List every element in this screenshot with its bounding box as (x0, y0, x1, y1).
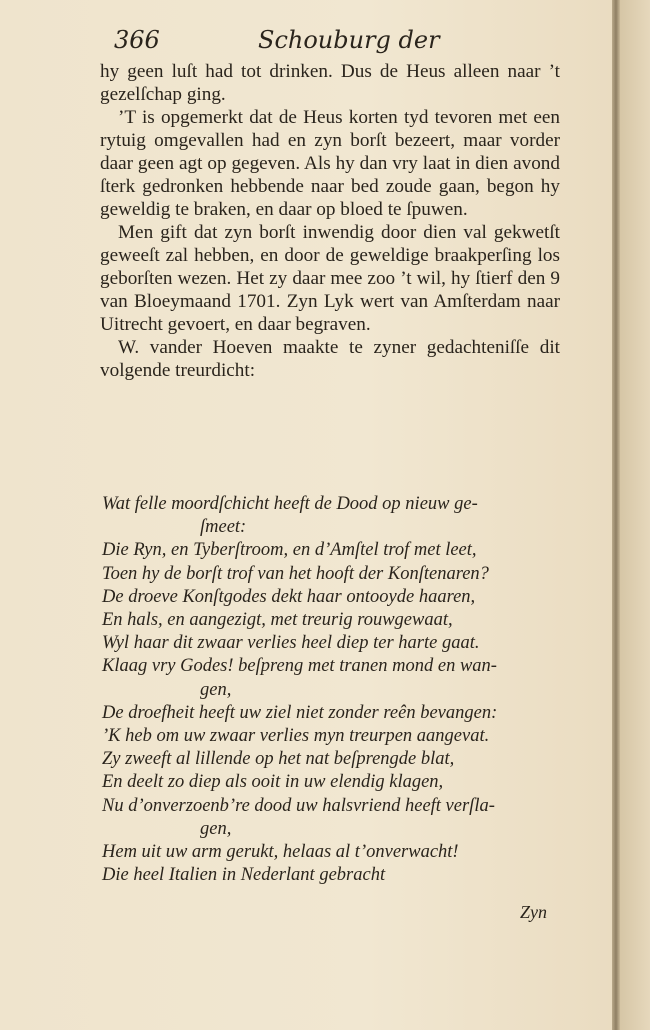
paragraph: Men gift dat zyn borſt inwendig door dien val gekwetſt geweeſt zal hebben, en door de geweldige braakperſing los geborſten wezen. Het zy daar mee zoo ’t wil, hy ſtierf den 9 van Bloeymaand 1701. Zyn Lyk wert van Amſterdam naar Uitrecht gevoert, en daar begraven. (100, 222, 560, 335)
poem-line: De droeve Konſtgodes dekt haar ontooyde haaren, (102, 586, 476, 607)
page-header (100, 26, 560, 60)
poem-line: En hals, en aangezigt, met treurig rouwgewaat, (102, 610, 453, 631)
prose-body (100, 60, 560, 382)
page-number: 366 (114, 26, 160, 54)
paragraph: ’T is opgemerkt dat de Heus korten tyd tevoren met een rytuig omgevallen had en zyn borſt bezeert, maar vorder daar geen agt op gegeven. Als hy dan vry laat in dien avond ſterk gedronken hebbende naar bed zoude gaan, begon hy geweldig te braken, en daar op bloed te ſpuwen. (100, 107, 560, 220)
poem-line: Klaag vry Godes! beſpreng met tranen mond en wan- (102, 656, 497, 677)
catchword: Zyn (520, 902, 547, 922)
poem-line: En deelt zo diep als ooit in uw elendig klagen, (102, 772, 444, 793)
paragraph: hy geen luſt had tot drinken. Dus de Heus alleen naar ’t gezelſchap ging. (100, 61, 560, 105)
facing-page-edge (620, 0, 650, 1030)
poem-line: Zy zweeft al lillende op het nat beſprengde blat, (102, 749, 455, 770)
poem-line: Wyl haar dit zwaar verlies heel diep ter harte gaat. (102, 633, 480, 654)
poem-block (102, 493, 572, 887)
poem-line: gen, (200, 679, 232, 700)
poem-line: ’K heb om uw zwaar verlies myn treurpen aangevat. (102, 726, 490, 747)
poem-line: gen, (200, 818, 232, 839)
running-title: Schouburg der (258, 26, 440, 54)
poem-line: Die heel Italien in Nederlant gebracht (102, 865, 386, 886)
poem-line: ſmeet: (200, 517, 247, 538)
poem-line: Die Ryn, en Tyberſtroom, en d’Amſtel trof met leet, (102, 540, 477, 561)
book-gutter (612, 0, 620, 1030)
poem-line: Hem uit uw arm gerukt, helaas al t’onverwacht! (102, 842, 459, 863)
poem-line: Nu d’onverzoenb’re dood uw halsvriend heeft verſla- (102, 795, 495, 816)
poem-line: De droefheit heeft uw ziel niet zonder reên bevangen: (102, 702, 498, 723)
poem-line: Toen hy de borſt trof van het hooft der Konſtenaren? (102, 563, 489, 584)
poem-line: Wat felle moordſchicht heeft de Dood op nieuw ge- (102, 494, 478, 514)
paragraph: W. vander Hoeven maakte te zyner gedachteniſſe dit volgende treurdicht: (100, 337, 560, 381)
